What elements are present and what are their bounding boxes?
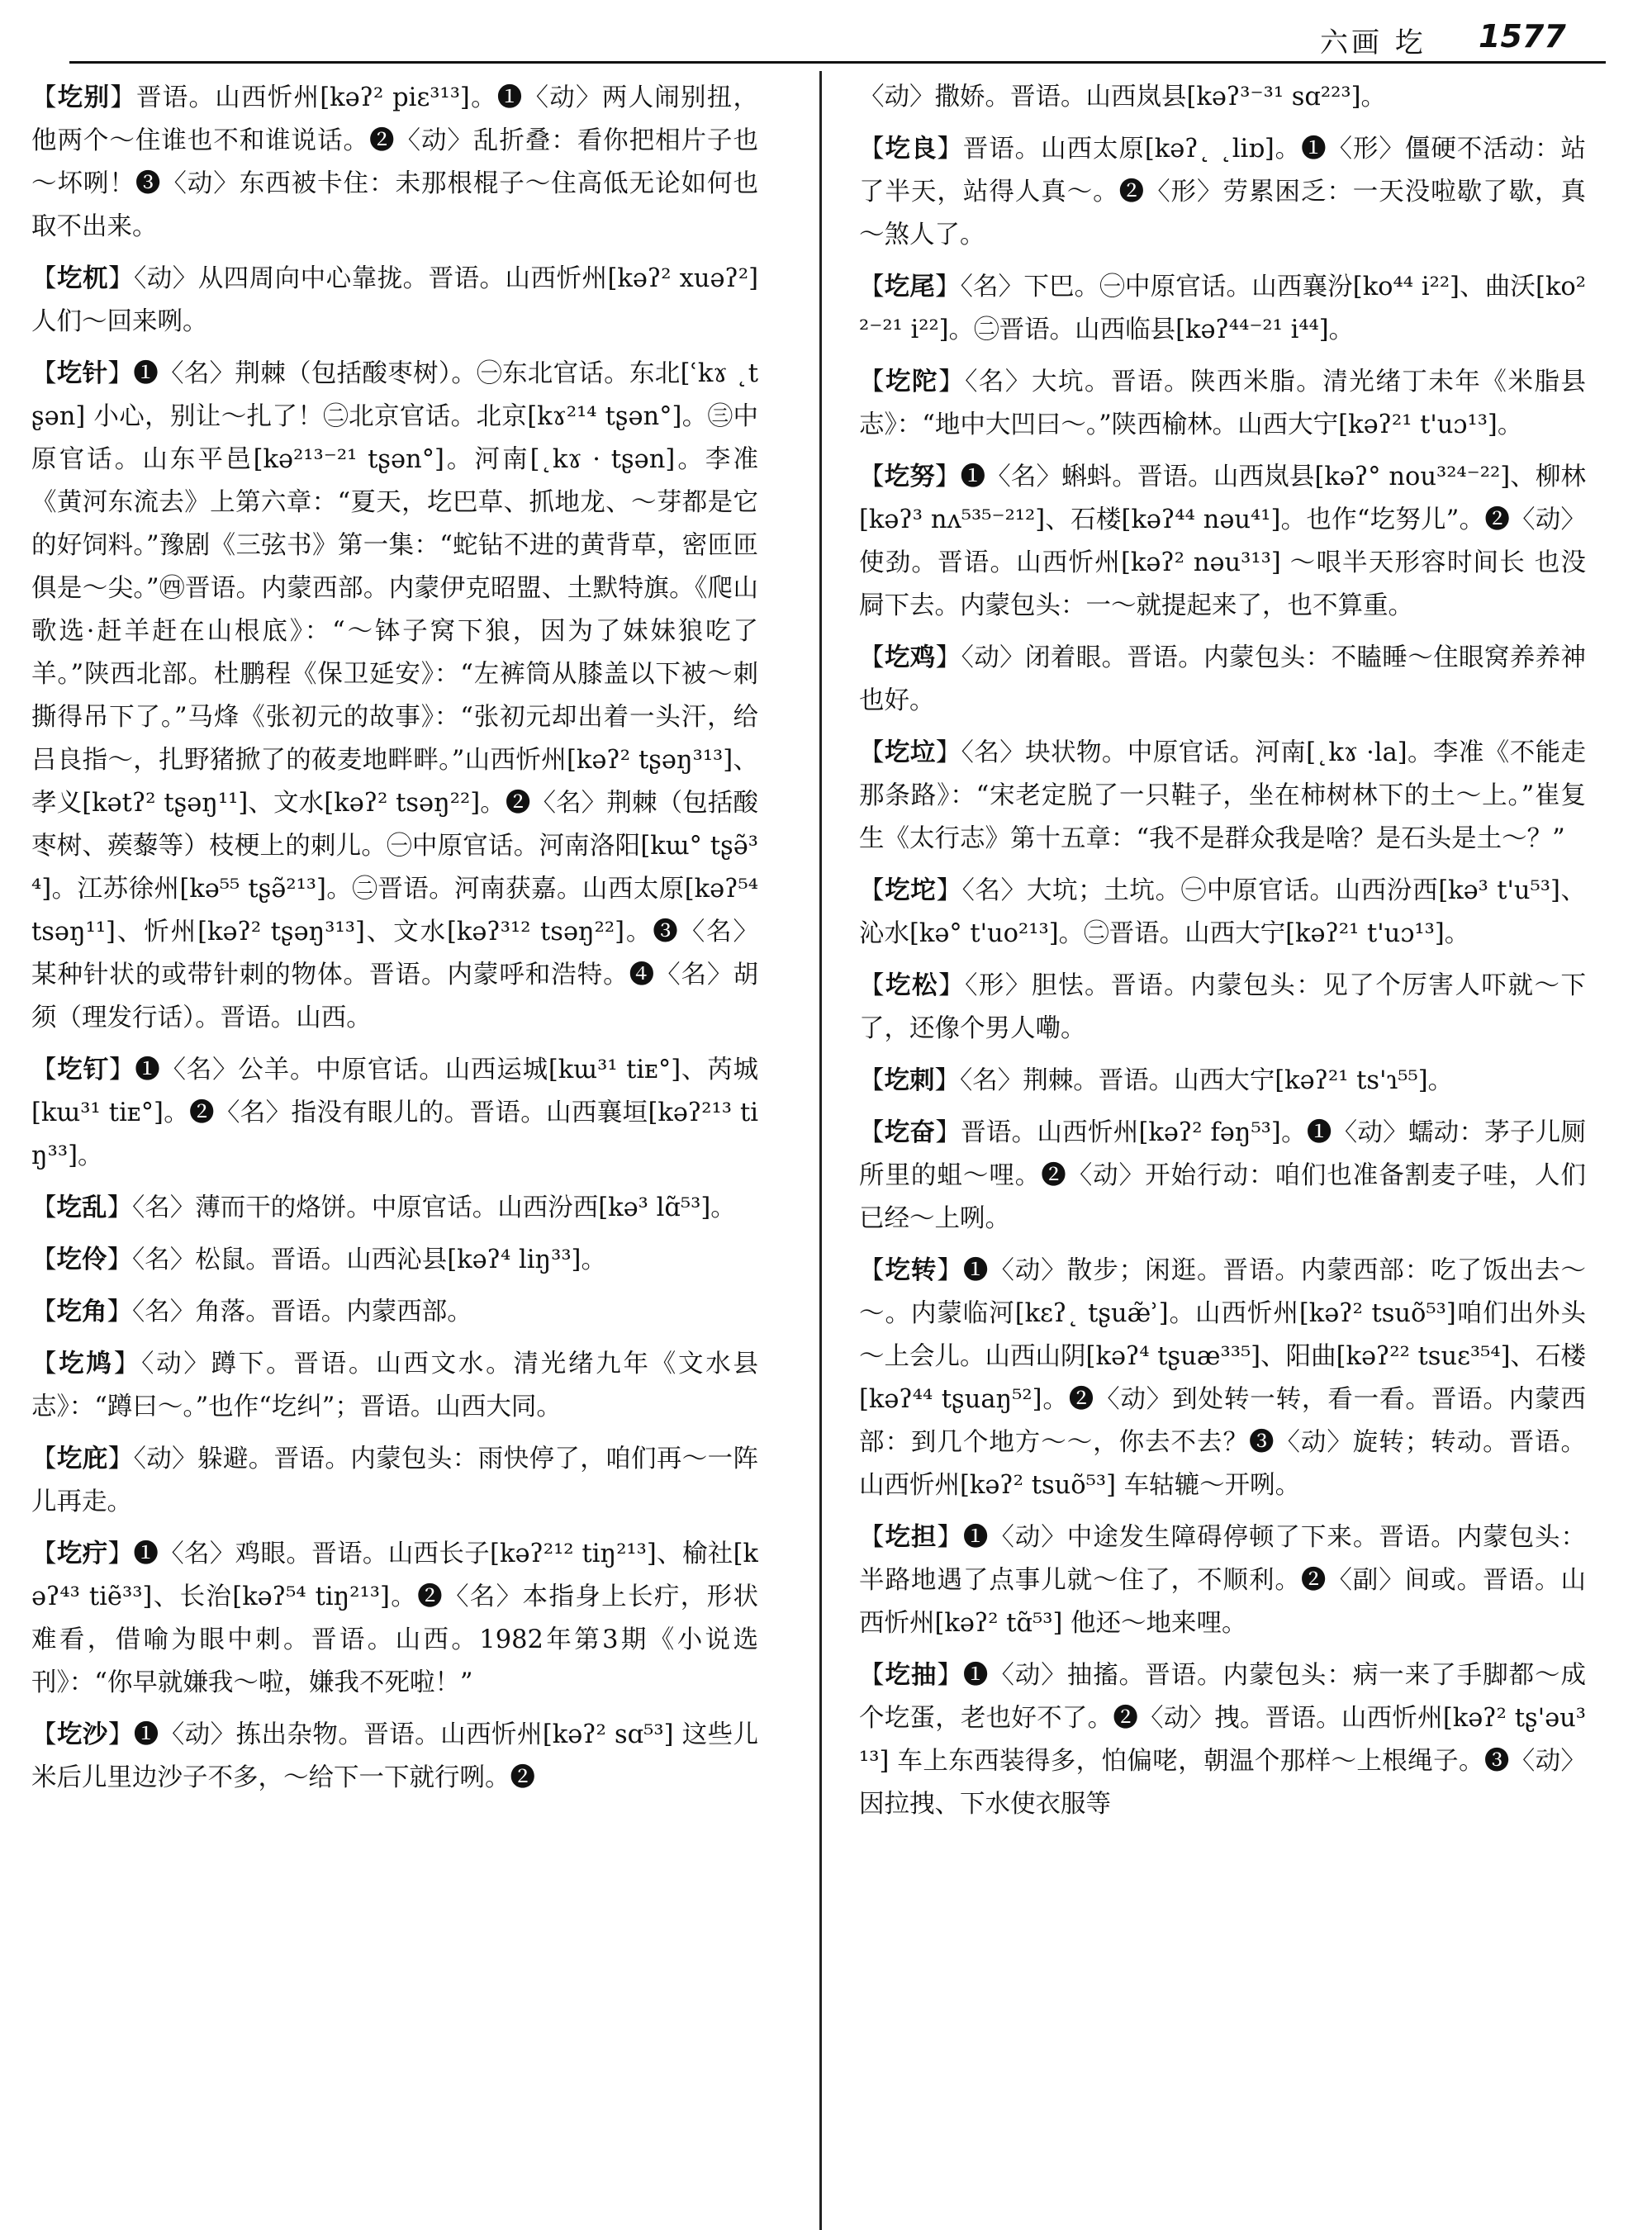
- dictionary-entry: [31, 1342, 758, 1429]
- entry-definition: ❶〈名〉鸡眼。晋语。山西长子[kəʔ²¹² tiŋ²¹³]、榆社[kəʔ⁴³ tiẽ³³]、长治[kəʔ⁵⁴ tiŋ²¹³]。❷〈名〉本指身上长疔，形状难看，借喻为眼中刺。晋语。山西。1982年第3期《小说选刊》：“你早就嫌我～啦，嫌我不死啦！”: [31, 1540, 758, 1697]
- entry-definition: 〈名〉大坑；土坑。㊀中原官话。山西汾西[kə³ t'u⁵³]、沁水[kə° t'uo²¹³]。㊁晋语。山西大宁[kəʔ²¹ t'uɔ¹³]。: [859, 876, 1586, 948]
- entry-definition: 〈名〉薄而干的烙饼。中原官话。山西汾西[kə³ lɑ̃⁵³]。: [132, 1193, 736, 1222]
- entry-definition: 〈动〉蹲下。晋语。山西文水。清光绪九年《文水县志》：“蹲曰～。”也作“圪纠”；晋语。山西大同。: [31, 1350, 758, 1421]
- dictionary-entry: [31, 257, 758, 344]
- dictionary-entry: [31, 1713, 758, 1800]
- dictionary-entry: [859, 455, 1586, 628]
- entry-definition: ❶〈动〉拣出杂物。晋语。山西忻州[kəʔ² sɑ⁵³] 这些儿米后儿里边沙子不多，～给下一下就行咧。❷: [31, 1720, 758, 1792]
- entry-headword: 【圪鸠】: [31, 1349, 142, 1378]
- entry-headword: 【圪别】: [31, 83, 136, 112]
- entry-definition: ❶〈名〉蝌蚪。晋语。山西岚县[kəʔ° nou³²⁴⁻²²]、柳林[kəʔ³ nʌ⁵³⁵⁻²¹²]、石楼[kəʔ⁴⁴ nəu⁴¹]。也作“圪努儿”。❷〈动〉使劲。晋语。山西忻州[kəʔ² nəu³¹³] ～哏半天形容时间长 也没屙下去。内蒙包头：一～就提起来了，也不算重。: [859, 463, 1586, 620]
- entry-definition: 〈动〉闭着眼。晋语。内蒙包头：不瞌睡～住眼窝养养神也好。: [859, 643, 1586, 715]
- entry-headword: 【圪角】: [31, 1297, 132, 1326]
- entry-headword: 【圪尾】: [859, 272, 961, 301]
- dictionary-entry: [31, 1186, 758, 1230]
- dictionary-entry: [859, 265, 1586, 352]
- entry-headword: 【圪坨】: [859, 875, 962, 905]
- entry-headword: 【圪乱】: [31, 1193, 132, 1222]
- entry-definition: 晋语。山西忻州[kəʔ² fəŋ⁵³]。❶〈动〉蠕动：茅子儿厕所里的蛆～哩。❷〈动〉开始行动：咱们也准备割麦子哇，人们已经～上咧。: [859, 1118, 1586, 1233]
- dictionary-entry: [859, 1249, 1586, 1507]
- dictionary-entry: [859, 1059, 1586, 1103]
- entry-definition: ❶〈名〉公羊。中原官话。山西运城[kɯ³¹ tiᴇ°]、芮城[kɯ³¹ tiᴇ°]。❷〈名〉指没有眼儿的。晋语。山西襄垣[kəʔ²¹³ tiŋ³³]。: [31, 1056, 758, 1170]
- column-divider: [819, 71, 822, 2230]
- entry-definition: 〈名〉块状物。中原官话。河南[˛kɤ ·la]。李准《不能走那条路》：“宋老定脱了一只鞋子，坐在柿树林下的土～上。”崔复生《太行志》第十五章：“我不是群众我是啥？是石头是土～？”: [859, 738, 1586, 853]
- entry-headword: 【圪松】: [859, 970, 966, 1000]
- entry-definition: 〈名〉大坑。晋语。陕西米脂。清光绪丁未年《米脂县志》：“地中大凹曰～。”陕西榆林。山西大宁[kəʔ²¹ t'uɔ¹³]。: [859, 368, 1586, 439]
- dictionary-entry: [31, 1532, 758, 1705]
- entry-definition: ❶〈动〉抽搐。晋语。内蒙包头：病一来了手脚都～成个圪蛋，老也好不了。❷〈动〉拽。晋语。山西忻州[kəʔ² tʂ'əu³¹³] 车上东西装得多，怕偏咾，朝温个那样～上根绳子。❸〈动〉因拉拽、下水使衣服等: [859, 1661, 1586, 1819]
- entry-headword: 【圪努】: [859, 462, 961, 491]
- entry-definition: 〈名〉荆棘。晋语。山西大宁[kəʔ²¹ ts'ɿ⁵⁵]。: [960, 1066, 1454, 1095]
- entry-headword: 【圪奋】: [859, 1117, 961, 1147]
- entry-definition: 〈动〉从四周向中心靠拢。晋语。山西忻州[kəʔ² xuəʔ²] 人们～回来咧。: [31, 264, 758, 336]
- dictionary-entry: [31, 1048, 758, 1178]
- right-column: [859, 76, 1586, 2223]
- entry-definition: 〈名〉松鼠。晋语。山西沁县[kəʔ⁴ liŋ³³]。: [132, 1245, 606, 1274]
- dictionary-entry: [859, 76, 1586, 119]
- entry-definition: 〈动〉撒娇。晋语。山西岚县[kəʔ³⁻³¹ sɑ²²³]。: [859, 83, 1387, 112]
- entry-headword: 【圪担】: [859, 1522, 963, 1552]
- entry-headword: 【圪庇】: [31, 1444, 134, 1473]
- entry-headword: 【圪刺】: [859, 1065, 960, 1095]
- dictionary-entry: [859, 636, 1586, 723]
- entry-headword: 【圪转】: [859, 1255, 963, 1285]
- entry-headword: 【圪杌】: [31, 263, 134, 293]
- dictionary-entry: [859, 869, 1586, 956]
- page-header: [0, 12, 1652, 63]
- entry-definition: ❶〈动〉散步；闲逛。晋语。内蒙西部：吃了饭出去～～。内蒙临河[kɛʔ˛ tʂuæ̃ʾ]。山西忻州[kəʔ² tsuõ⁵³]咱们出外头～上会儿。山西山阴[kəʔ⁴ tʂuæ³³⁵]、阳曲[kəʔ²² tsuɛ³⁵⁴]、石楼[kəʔ⁴⁴ tʂuaŋ⁵²]。❷〈动〉到处转一转，看一看。晋语。内蒙西部：到几个地方～～，你去不去？❸〈动〉旋转；转动。晋语。山西忻州[kəʔ² tsuõ⁵³] 车轱辘～开咧。: [859, 1256, 1586, 1500]
- entry-headword: 【圪针】: [31, 358, 134, 388]
- entry-headword: 【圪良】: [859, 134, 963, 164]
- dictionary-entry: [859, 1516, 1586, 1645]
- left-column: [31, 76, 758, 2223]
- entry-definition: ❶〈动〉中途发生障碍停顿了下来。晋语。内蒙包头：半路地遇了点事儿就～住了，不顺利。❷〈副〉间或。晋语。山西忻州[kəʔ² tɑ̃⁵³] 他还～地来哩。: [859, 1523, 1586, 1638]
- entry-headword: 【圪抽】: [859, 1660, 963, 1690]
- entry-headword: 【圪钉】: [31, 1055, 135, 1084]
- entry-definition: 晋语。山西忻州[kəʔ² piɛ³¹³]。❶〈动〉两人闹别扭，他两个～住谁也不和谁说话。❷〈动〉乱折叠：看你把相片子也～坏咧！❸〈动〉东西被卡住：未那根棍子～住高低无论如何也取不出来。: [31, 83, 758, 241]
- entry-headword: 【圪沙】: [31, 1720, 134, 1749]
- dictionary-entry: [31, 1238, 758, 1282]
- page-number: 1577: [1479, 18, 1566, 55]
- entry-definition: ❶〈名〉荆棘（包括酸枣树）。㊀东北官话。东北[ʿkɤ ˛tʂən] 小心，别让～扎了！㊁北京官话。北京[kɤ²¹⁴ tʂən°]。㊂中原官话。山东平邑[kə²¹³⁻²¹ tʂən°]。河南[˛kɤ · tʂən]。李准《黄河东流去》上第六章：“夏天，圪巴草、抓地龙、～芽都是它的好饲料。”豫剧《三弦书》第一集：“蛇钻不进的黄背草，密匝匝俱是～尖。”㊃晋语。内蒙西部。内蒙伊克昭盟、土默特旗。《爬山歌选·赶羊赶在山根底》：“～钵子窝下狼，因为了妹妹狼吃了羊。”陕西北部。杜鹏程《保卫延安》：“左裤筒从膝盖以下被～刺撕得吊下了。”马烽《张初元的故事》：“张初元却出着一头汗，给吕良指～，扎野猪掀了的莜麦地畔畔。”山西忻州[kəʔ² tʂəŋ³¹³]、孝义[kətʔ² tʂəŋ¹¹]、文水[kəʔ² tsəŋ²²]。❷〈名〉荆棘（包括酸枣树、蒺藜等）枝梗上的刺儿。㊀中原官话。河南洛阳[kɯ° tʂə̃³⁴]。江苏徐州[kə⁵⁵ tʂə̃²¹³]。㊁晋语。河南获嘉。山西太原[kəʔ⁵⁴ tsəŋ¹¹]、忻州[kəʔ² tʂəŋ³¹³]、文水[kəʔ³¹² tsəŋ²²]。❸〈名〉某种针状的或带针刺的物体。晋语。内蒙呼和浩特。❹〈名〉胡须（理发行话）。晋语。山西。: [31, 359, 758, 1032]
- dictionary-entry: [859, 360, 1586, 447]
- entry-headword: 【圪鸡】: [859, 643, 961, 672]
- entry-definition: 〈名〉下巴。㊀中原官话。山西襄汾[ko⁴⁴ i²²]、曲沃[ko²²⁻²¹ i²²]。㊁晋语。山西临县[kəʔ⁴⁴⁻²¹ i⁴⁴]。: [859, 273, 1586, 344]
- entry-headword: 【圪垃】: [859, 738, 961, 767]
- dictionary-entry: [859, 964, 1586, 1051]
- entry-headword: 【圪陀】: [859, 367, 966, 396]
- dictionary-entry: [31, 1437, 758, 1524]
- dictionary-entry: [859, 1111, 1586, 1241]
- entry-headword: 【圪伶】: [31, 1245, 132, 1274]
- entry-headword: 【圪疔】: [31, 1539, 134, 1568]
- entry-definition: 〈名〉角落。晋语。内蒙西部。: [132, 1298, 472, 1326]
- dictionary-entry: [859, 1654, 1586, 1826]
- section-title: 六画 圪: [1320, 26, 1427, 59]
- entry-definition: 〈形〉胆怯。晋语。内蒙包头：见了个厉害人吓就～下了，还像个男人嘞。: [859, 971, 1586, 1043]
- dictionary-entry: [859, 731, 1586, 861]
- dictionary-entry: [31, 352, 758, 1040]
- dictionary-entry: [859, 127, 1586, 257]
- header-rule: [69, 61, 1606, 64]
- dictionary-entry: [31, 1290, 758, 1334]
- entry-definition: 晋语。山西太原[kəʔ˛ ˛liɒ]。❶〈形〉僵硬不活动：站了半天，站得人真～。❷〈形〉劳累困乏：一天没啦歇了歇，真～煞人了。: [859, 135, 1586, 249]
- dictionary-entry: [31, 76, 758, 249]
- entry-definition: 〈动〉躲避。晋语。内蒙包头：雨快停了，咱们再～一阵儿再走。: [31, 1445, 758, 1516]
